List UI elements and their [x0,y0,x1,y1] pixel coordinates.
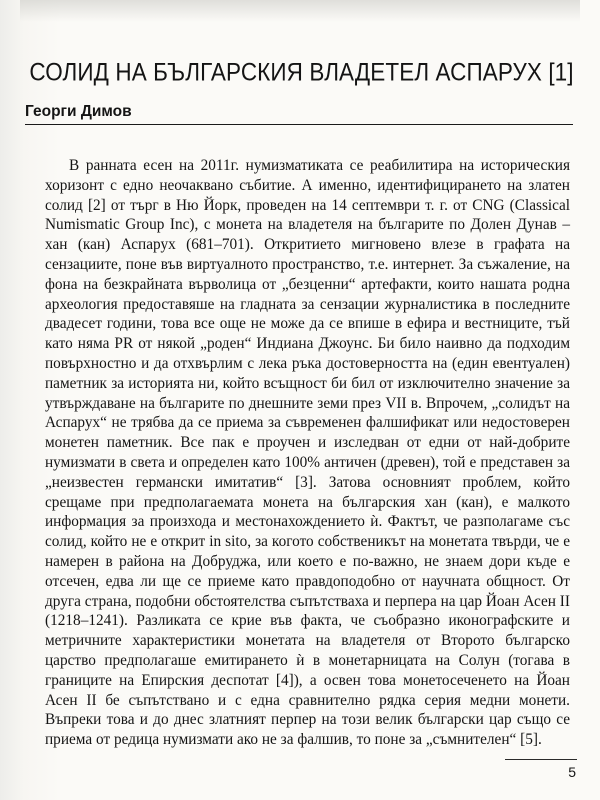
previous-page-bleed [20,0,580,22]
article-body-paragraph: В ранната есен на 2011г. нумизматиката се реабилитира на историческия хоризонт с едно неочаквано събитие. А именно, идентифицирането на златен солид [2] от търг в Ню Йорк, проведен на 14 септември т. г. от CNG (Classical Numismatic Group Inc), с монета на владетеля на българите по Долен Дунав – хан (кан) Аспарух (681–701). Откритието мигновено влезе в графата на сензациите, поне във виртуалното пространство, т.е. интернет. За съжаление, на фона на безкрайната върволица от „безценни“ артефакти, които нашата родна археология предоставяше на гладната за сензации журналистика в последните двадесет години, това все още не може да се впише в ефира и вестниците, тъй като няма PR от някой „роден“ Индиана Джоунс. Би било наивно да подходим повърхностно и да отхвърлим с лека ръка достоверността на (един евентуален) паметник за историята ни, който всъщност би бил от изключително значение за утвърждаване на българите по днешните земи през VII в. Впрочем, „солидът на Аспарух“ не трябва да се приема за съвременен фалшификат или недостоверен монетен паметник. Все пак е проучен и изследван от едни от най-добрите нумизмати в света и определен като 100% античен (древен), той е представен за „неизвестен германски имитатив“ [3]. Затова основният проблем, който срещаме при предполагаемата монета на българския хан (кан), е малкото информация за произхода и местонахождението ѝ. Фактът, че разполагаме със солид, който не е открит in sito, за когото собственикът на монетата твърди, че е намерен в района на Добруджа, или което е по-важно, не знаем дори къде е отсечен, едва ли ще се приеме като правдоподобно от научната общност. От друга страна, подобни обстоятелства съпътстваха и перпера на цар Йоан Асен II (1218–1241). Разликата се крие във факта, че съобразно иконографските и метричните характеристики монетата на владетеля от Второто българско царство предполагаше емитирането ѝ в монетарницата на Солун (тогава в границите на Епирския деспотат [4]), а освен това монетосеченето на Йоан Асен II бе съпътствано и с една сравнително рядка серия медни монети. Въпреки това и до днес златният перпер на този велик български цар също се приема от редица нумизмати ако не за фалшив, то поне за „съмнителен“ [5]. [45,157,570,749]
author-underline [25,124,573,125]
footer-rule [505,759,577,760]
page-number: 5 [568,764,576,780]
article-title: СОЛИД НА БЪЛГАРСКИЯ ВЛАДЕТЕЛ АСПАРУХ [1] [29,58,574,86]
author-name: Георги Димов [25,103,132,120]
